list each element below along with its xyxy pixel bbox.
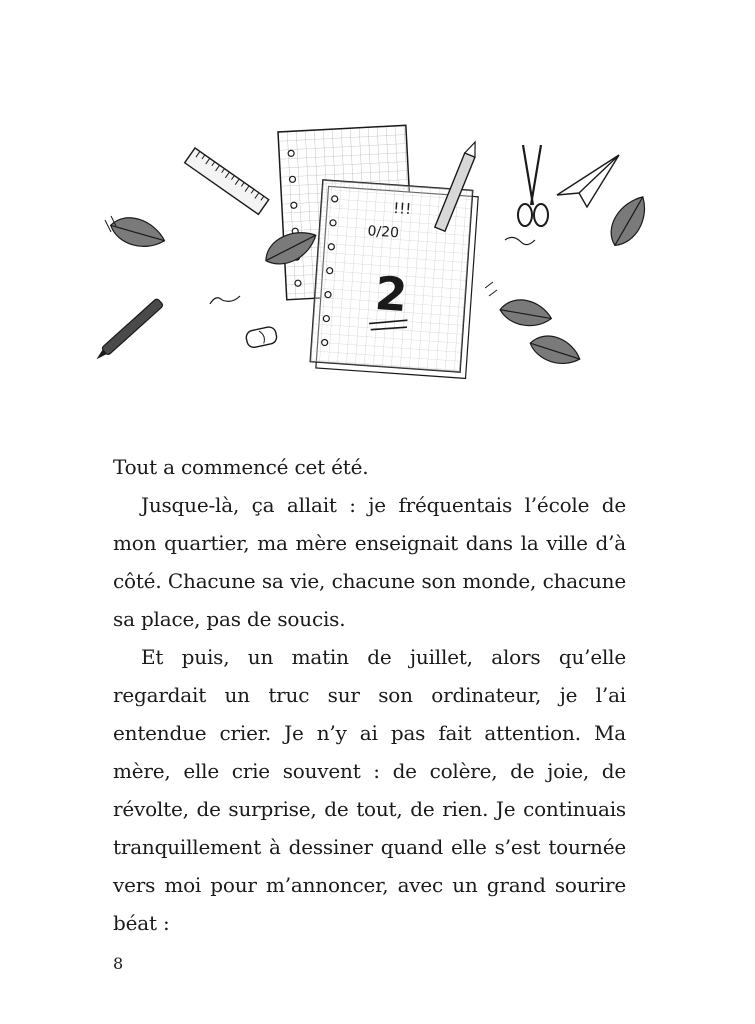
- paragraph: Et puis, un matin de juillet, alors qu’elle regardait un truc sur son ordinateur, je l’ai entendue crier. Je n’y ai pas fait attention. Ma mère, elle crie souvent : de colère, de joie, de révolte, de surprise, de tout, de rien. Je continuais tranquillement à dessiner quand elle s’est tournée vers moi pour m’annoncer, avec un grand sourire béat :: [113, 645, 626, 935]
- sheet-grade: 0/20: [366, 223, 400, 242]
- eraser-icon: [245, 326, 278, 349]
- body-text: [113, 448, 626, 942]
- paragraph: Jusque-là, ça allait : je fréquentais l’école de mon quartier, ma mère enseignait dans la ville d’à côté. Chacune sa vie, chacune son monde, chacune sa place, pas de soucis.: [113, 493, 626, 631]
- paragraph: Tout a commencé cet été.: [113, 455, 369, 479]
- ruler-icon: [185, 148, 269, 214]
- chapter-illustration: [95, 120, 675, 400]
- pen-icon: [95, 298, 164, 363]
- paper-plane-icon: [557, 155, 619, 207]
- sheet-exclamations: !!!: [392, 198, 412, 219]
- page-number: 8: [113, 954, 124, 973]
- scissors-icon: [518, 145, 548, 226]
- sheet-chapter-number: 2: [373, 265, 410, 323]
